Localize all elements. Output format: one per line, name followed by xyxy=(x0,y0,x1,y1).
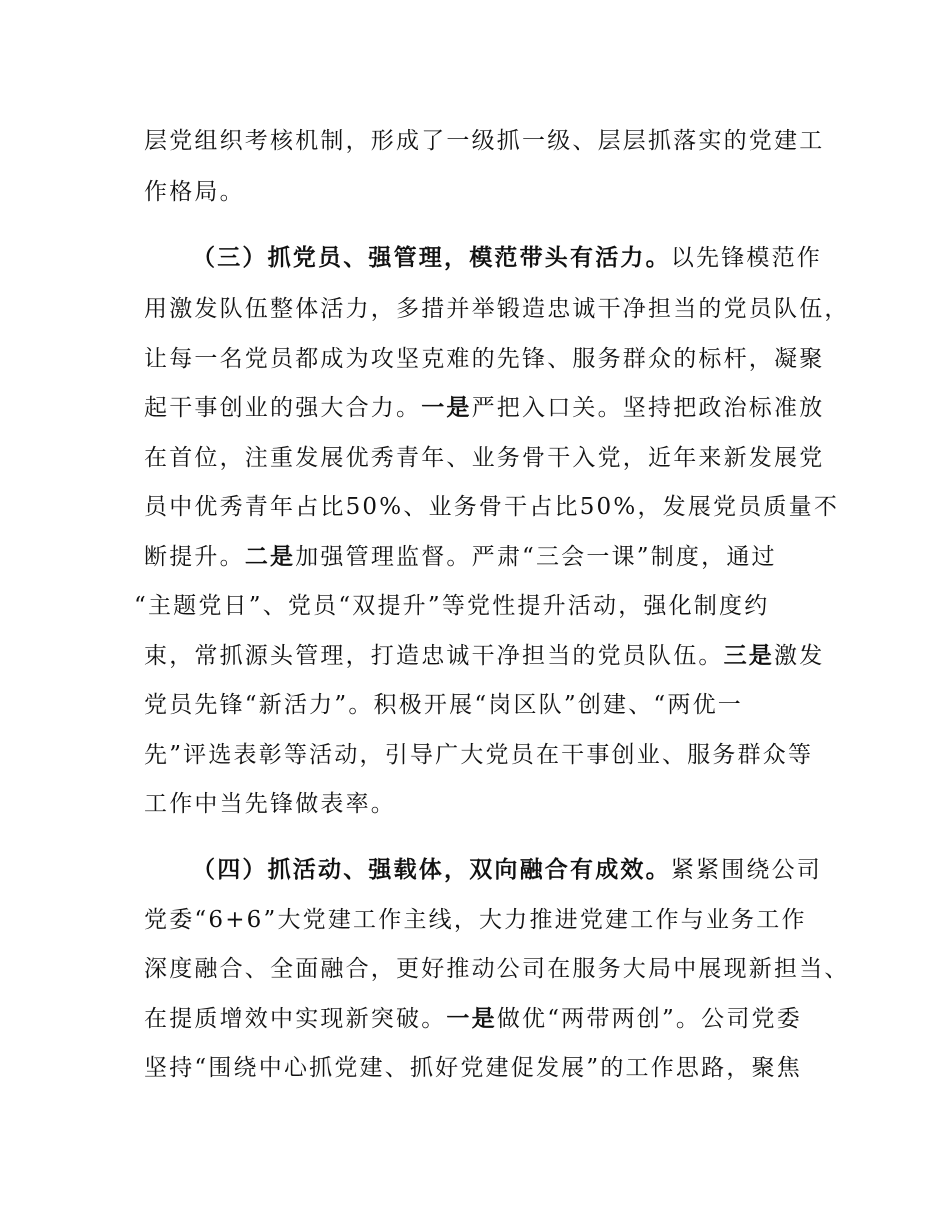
body-line: 层党组织考核机制，形成了一级抓一级、层层抓落实的党建工 xyxy=(144,128,825,154)
body-line: 用激发队伍整体活力，多措并举锻造忠诚干净担当的党员队伍， xyxy=(144,296,850,322)
section-heading-line: （四）抓活动、强载体，双向融合有成效。紧紧围绕公司 xyxy=(192,857,823,883)
point-marker: 一是 xyxy=(421,395,472,421)
body-line: 员中优秀青年占比50%、业务骨干占比50%，发展党员质量不 xyxy=(144,494,840,520)
section-heading: （四）抓活动、强载体，双向融合有成效。 xyxy=(192,857,671,883)
body-line: 深度融合、全面融合，更好推动公司在服务大局中展现新担当、 xyxy=(144,956,850,982)
body-line: 让每一名党员都成为攻坚克难的先锋、服务群众的标杆，凝聚 xyxy=(144,346,825,372)
body-line: 束，常抓源头管理，打造忠诚干净担当的党员队伍。三是激发 xyxy=(144,643,825,669)
body-line: 断提升。二是加强管理监督。严肃“三会一课”制度，通过 xyxy=(144,544,777,570)
section-heading: （三）抓党员、强管理，模范带头有活力。 xyxy=(192,245,671,271)
body-line: “主题党日”、党员“双提升”等党性提升活动，强化制度约 xyxy=(134,593,770,619)
body-line: 作格局。 xyxy=(144,179,245,205)
point-marker: 三是 xyxy=(723,643,775,669)
body-line: 党委“6+6”大党建工作主线，大力推进党建工作与业务工作 xyxy=(144,907,807,933)
point-marker: 一是 xyxy=(446,1006,497,1032)
body-line: 在提质增效中实现新突破。一是做优“两带两创”。公司党委 xyxy=(144,1006,802,1032)
body-line: 先”评选表彰等活动，引导广大党员在干事创业、服务群众等 xyxy=(144,742,814,768)
point-marker: 二是 xyxy=(244,544,296,570)
body-line: 起干事创业的强大合力。一是严把入口关。坚持把政治标准放 xyxy=(144,395,825,421)
body-line: 坚持“围绕中心抓党建、抓好党建促发展”的工作思路，聚焦 xyxy=(144,1055,802,1081)
body-line: 在首位，注重发展优秀青年、业务骨干入党，近年来新发展党 xyxy=(144,445,825,471)
body-line: 工作中当先锋做表率。 xyxy=(144,791,396,817)
section-heading-line: （三）抓党员、强管理，模范带头有活力。以先锋模范作 xyxy=(192,245,823,271)
body-line: 党员先锋“新活力”。积极开展“岗区队”创建、“两优一 xyxy=(144,692,743,718)
